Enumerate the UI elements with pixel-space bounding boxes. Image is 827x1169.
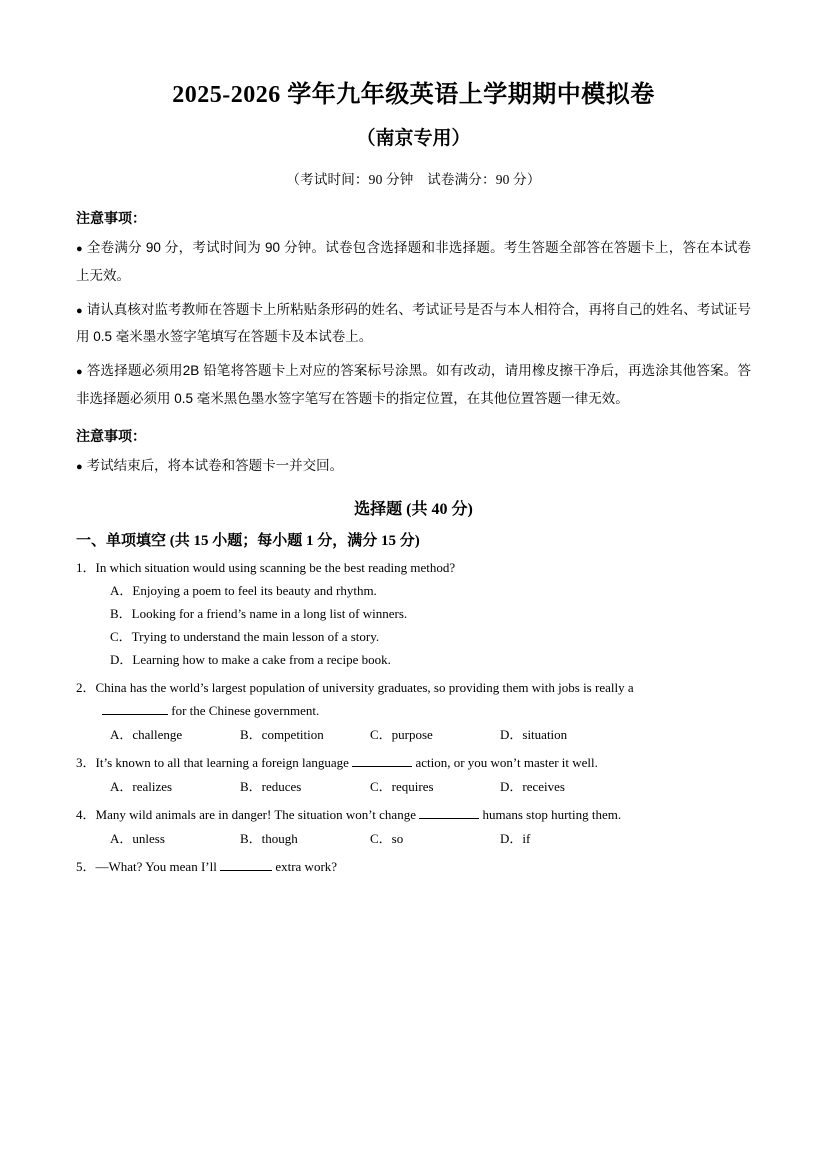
question-number: 3． bbox=[76, 755, 96, 771]
question-number: 5． bbox=[76, 859, 96, 875]
question-option[interactable]: A．unless bbox=[110, 831, 165, 847]
bullet-dot: ● bbox=[76, 304, 83, 317]
question-options-row bbox=[76, 828, 751, 849]
question-text: Many wild animals are in danger! The situation won’t change bbox=[95, 807, 420, 823]
question-text: It’s known to all that learning a foreign language bbox=[95, 755, 353, 771]
question-text-continued: humans stop hurting them. bbox=[479, 807, 622, 823]
question-text-continued: action, or you won’t master it well. bbox=[412, 755, 598, 771]
page-title: 2025-2026 学年九年级英语上学期期中模拟卷 bbox=[172, 82, 655, 108]
question-option[interactable]: D．if bbox=[500, 831, 531, 847]
question-option[interactable]: C．so bbox=[370, 831, 404, 847]
question-option[interactable]: B．competition bbox=[240, 727, 324, 743]
question-option[interactable]: D．situation bbox=[500, 727, 568, 743]
bullet-dot: ● bbox=[76, 243, 83, 256]
question-text-continued: extra work? bbox=[272, 859, 338, 875]
question-text-continued: for the Chinese government. bbox=[168, 703, 320, 719]
question-number: 4． bbox=[76, 807, 96, 823]
question-text: China has the world’s largest population of university graduates, so providing them with jobs is really a bbox=[95, 680, 634, 696]
page-subtitle: （南京专用） bbox=[356, 128, 471, 150]
question-options-row bbox=[76, 776, 751, 797]
question-stem bbox=[76, 856, 751, 877]
question-option[interactable]: B．reduces bbox=[240, 779, 302, 795]
notice-text: 答选择题必须用2B 铅笔将答题卡上对应的答案标号涂黑。如有改动，请用橡皮擦干净后，再选涂其他答案。答非选择题必须用 0.5 毫米黑色墨水签字笔写在答题卡的指定位置，在其他位置答题一律无效。 bbox=[76, 362, 751, 406]
notice-item bbox=[76, 234, 751, 289]
answer-blank bbox=[419, 805, 479, 819]
notice-item bbox=[76, 452, 751, 480]
question-option[interactable]: C．Trying to understand the main lesson of a story. bbox=[110, 629, 380, 645]
question-text: —What? You mean I’ll bbox=[95, 859, 221, 875]
notice-item bbox=[76, 296, 751, 351]
notice-item bbox=[76, 357, 751, 412]
question-option[interactable]: B．though bbox=[240, 831, 298, 847]
notice-text: 全卷满分 90 分，考试时间为 90 分钟。试卷包含选择题和非选择题。考生答题全部答在答题卡上，答在本试卷上无效。 bbox=[76, 240, 751, 283]
notice-heading-2: 注意事项： bbox=[76, 428, 146, 445]
part-title: 一、单项填空 (共 15 小题；每小题 1 分，满分 15 分) bbox=[76, 532, 420, 549]
exam-info: （考试时间：90 分钟 试卷满分：90 分） bbox=[286, 172, 541, 188]
question-text: In which situation would using scanning be the best reading method? bbox=[95, 559, 456, 575]
section-title: 选择题 (共 40 分) bbox=[354, 500, 473, 518]
notice-text: 考试结束后，将本试卷和答题卡一并交回。 bbox=[86, 458, 344, 474]
question-stem-continuation bbox=[76, 700, 751, 721]
bullet-dot: ● bbox=[76, 461, 83, 474]
question-options-row bbox=[76, 724, 751, 745]
answer-blank bbox=[352, 753, 412, 767]
question-option[interactable]: C．purpose bbox=[370, 727, 433, 743]
answer-blank bbox=[220, 857, 272, 871]
question-option[interactable]: A．realizes bbox=[110, 779, 173, 795]
question-number: 1． bbox=[76, 559, 96, 575]
question-option[interactable]: B．Looking for a friend’s name in a long list of winners. bbox=[110, 605, 408, 621]
notice-heading-1: 注意事项： bbox=[76, 210, 146, 227]
notice-text: 请认真核对监考教师在答题卡上所粘贴条形码的姓名、考试证号是否与本人相符合，再将自己的姓名、考试证号用 0.5 毫米墨水签字笔填写在答题卡及本试卷上。 bbox=[76, 301, 751, 345]
question-option[interactable]: C．requires bbox=[370, 779, 434, 795]
question-stem bbox=[76, 677, 751, 698]
question-option[interactable]: D．receives bbox=[500, 779, 565, 795]
question-number: 2． bbox=[76, 680, 96, 696]
question-stem bbox=[76, 804, 751, 825]
question-option[interactable]: D．Learning how to make a cake from a recipe book. bbox=[110, 652, 391, 668]
question-stem bbox=[76, 752, 751, 773]
question-option[interactable]: A．Enjoying a poem to feel its beauty and rhythm. bbox=[110, 582, 377, 598]
bullet-dot: ● bbox=[76, 365, 83, 378]
answer-blank bbox=[102, 701, 168, 715]
question-option[interactable]: A．challenge bbox=[110, 727, 183, 743]
question-stem bbox=[76, 557, 751, 578]
